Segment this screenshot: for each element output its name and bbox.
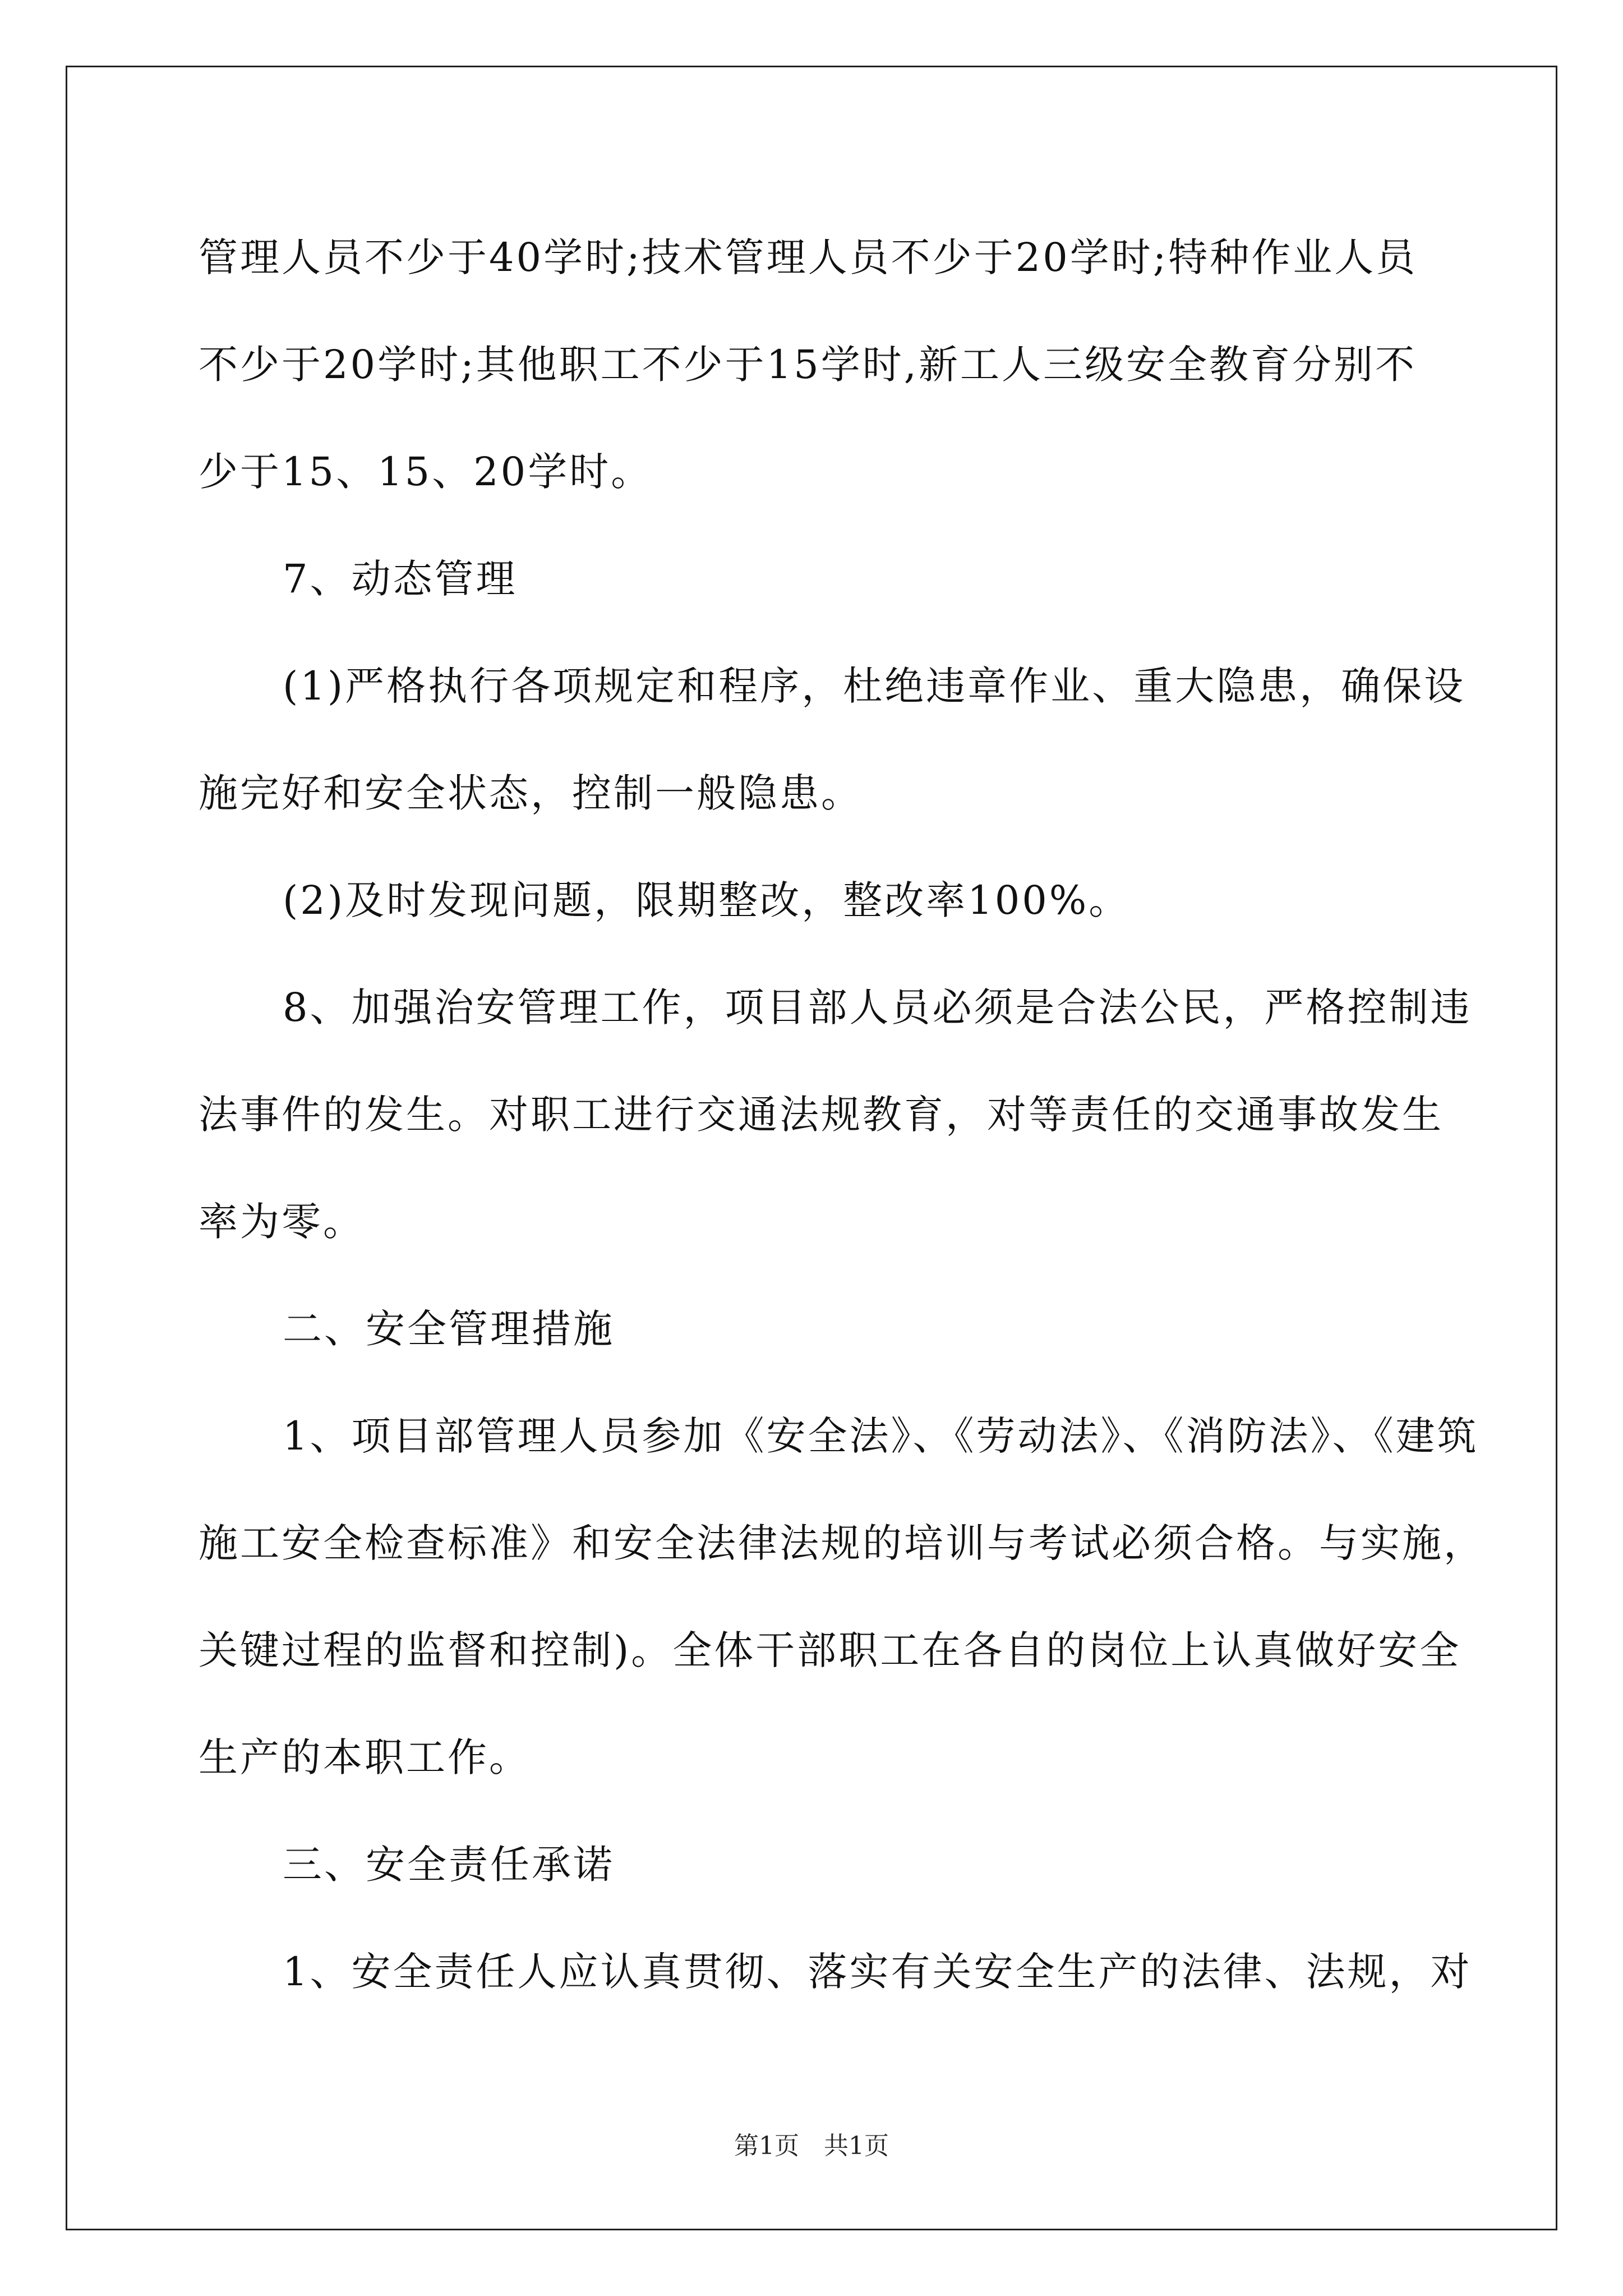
text-line: 率为零。 bbox=[199, 1199, 365, 1245]
section-heading: 7、动态管理 bbox=[283, 556, 518, 602]
document-body bbox=[199, 204, 1485, 2026]
text-line: 法事件的发生。对职工进行交通法规教育，对等责任的交通事故发生 bbox=[199, 1092, 1444, 1138]
text-line: 1、安全责任人应认真贯彻、落实有关安全生产的法律、法规，对 bbox=[283, 1949, 1472, 1995]
section-heading: 二、安全管理措施 bbox=[283, 1306, 615, 1352]
text-line: 施工安全检查标准》和安全法律法规的培训与考试必须合格。与实施， bbox=[199, 1520, 1485, 1566]
text-line: 施完好和安全状态，控制一般隐患。 bbox=[199, 770, 863, 816]
text-line: 不少于20学时;其他职工不少于15学时,新工人三级安全教育分别不 bbox=[199, 342, 1417, 388]
page-number: 第1页 共1页 bbox=[734, 2132, 889, 2160]
text-line: 关键过程的监督和控制)。全体干部职工在各自的岗位上认真做好安全 bbox=[199, 1627, 1461, 1673]
text-line: 少于15、15、20学时。 bbox=[199, 449, 653, 495]
section-heading: 三、安全责任承诺 bbox=[283, 1842, 615, 1888]
text-line: (2)及时发现问题，限期整改，整改率100%。 bbox=[283, 877, 1131, 923]
text-line: 生产的本职工作。 bbox=[199, 1734, 531, 1780]
text-line: (1)严格执行各项规定和程序，杜绝违章作业、重大隐患，确保设 bbox=[283, 663, 1466, 709]
text-line: 1、项目部管理人员参加《安全法》、《劳动法》、《消防法》、《建筑 bbox=[283, 1413, 1479, 1459]
text-line: 管理人员不少于40学时;技术管理人员不少于20学时;特种作业人员 bbox=[199, 234, 1418, 280]
text-line: 8、加强治安管理工作，项目部人员必须是合法公民，严格控制违 bbox=[283, 984, 1472, 1030]
